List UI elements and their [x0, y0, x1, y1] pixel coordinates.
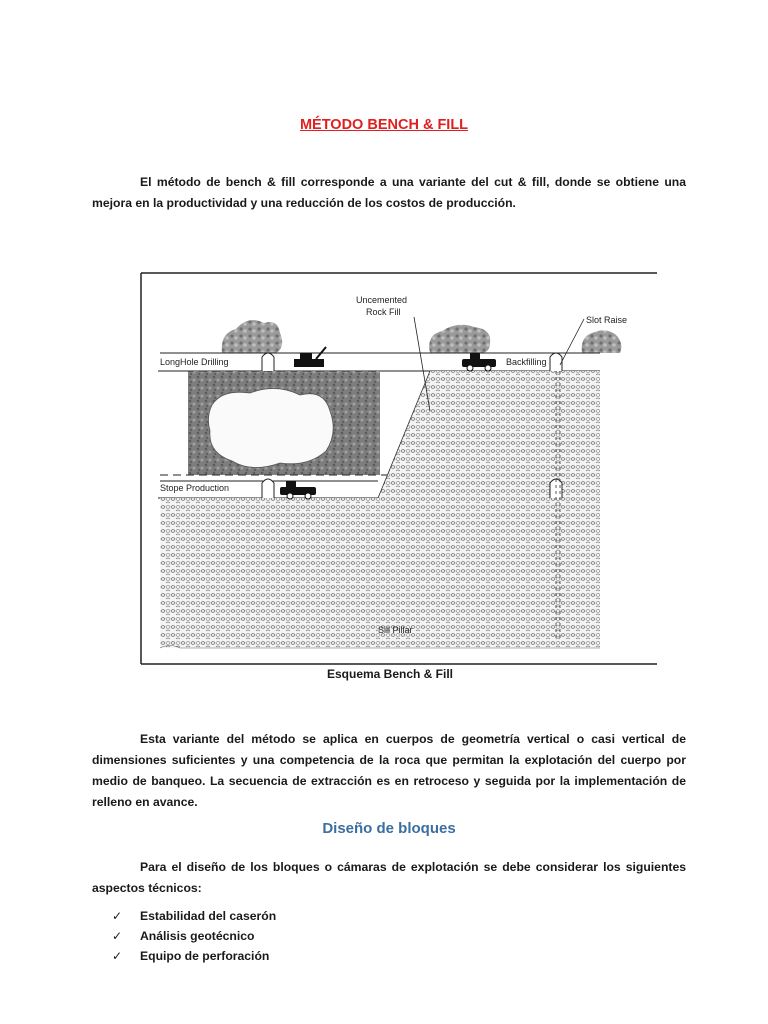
slot-raise-callout-line [560, 319, 584, 365]
label-backfilling: Backfilling [506, 357, 547, 367]
upper-left-drift [262, 353, 274, 371]
label-rock-fill: Rock Fill [366, 307, 401, 317]
label-stope-production: Stope Production [160, 483, 230, 493]
stope-void [208, 388, 333, 467]
page-title: MÉTODO BENCH & FILL [299, 117, 469, 133]
label-uncemented: Uncemented [356, 295, 408, 305]
checkmark-icon: ✓ [112, 929, 123, 943]
figure-caption: Esquema Bench & Fill [326, 667, 454, 681]
upper-rock-right [582, 330, 622, 353]
paragraph-3: Para el diseño de los bloques o cámaras de explotación se debe considerar los siguientes aspectos técnicos: [92, 860, 686, 895]
aspects-list [112, 906, 276, 966]
loader-upper-icon [462, 353, 496, 371]
checkmark-icon: ✓ [112, 909, 123, 923]
list-item-text: Equipo de perforación [140, 949, 270, 963]
upper-rock-mid [429, 325, 490, 353]
list-item-text: Estabilidad del caserón [140, 909, 277, 923]
paragraph-2: Esta variante del método se aplica en cuerpos de geometría vertical o casi vertical de dimensiones suficientes y una competencia de la roca que permitan la explotación del cuerpo por medio de banqueo. La secuencia de extracción es en retroceso y seguida por la implementación de relleno en avance. [92, 732, 686, 809]
label-longhole: LongHole Drilling [160, 357, 229, 367]
checkmark-icon: ✓ [112, 949, 123, 963]
list-item [112, 946, 276, 966]
label-sill-pillar: Sill Pillar [378, 625, 413, 635]
lower-left-drift [262, 479, 274, 498]
list-item-text: Análisis geotécnico [140, 929, 255, 943]
list-item [112, 906, 276, 926]
intro-paragraph: El método de bench & fill corresponde a una variante del cut & fill, donde se obtiene una mejora en la productividad y una reducción de los costos de producción. [92, 175, 686, 210]
upper-right-drift [550, 353, 562, 371]
loader-lower-icon [280, 481, 316, 499]
drill-rig-icon [294, 347, 326, 367]
bench-fill-diagram [140, 271, 660, 667]
list-item [112, 926, 276, 946]
label-slot-raise: Slot Raise [586, 315, 628, 325]
rock-fill [378, 371, 600, 498]
upper-rock-left [222, 320, 282, 353]
section-heading: Diseño de bloques [322, 820, 456, 837]
